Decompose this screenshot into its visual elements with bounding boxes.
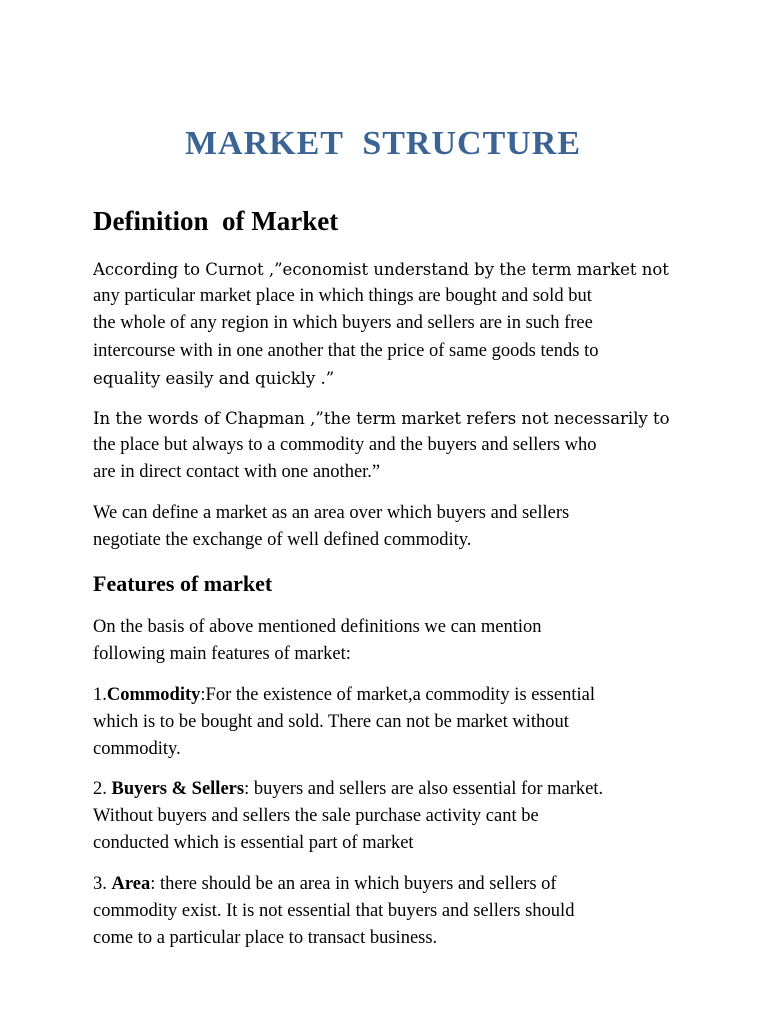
item-number: 3. bbox=[93, 874, 112, 894]
definition-heading: Definition of Market bbox=[93, 206, 339, 236]
paragraph-line: commodity. bbox=[93, 739, 181, 760]
curnot-paragraph bbox=[93, 256, 669, 392]
paragraph-line: equality easily and quickly .” bbox=[93, 368, 335, 388]
paragraph-line: following main features of market: bbox=[93, 644, 351, 665]
item-number: 1. bbox=[93, 685, 107, 705]
paragraph-line: We can define a market as an area over which buyers and sellers bbox=[93, 503, 570, 523]
feature-item-commodity bbox=[93, 682, 595, 764]
paragraph-line: negotiate the exchange of well defined commodity. bbox=[93, 530, 472, 551]
paragraph-line: Without buyers and sellers the sale purchase activity cant be bbox=[93, 806, 539, 827]
paragraph-line: the place but always to a commodity and the buyers and sellers who bbox=[93, 435, 597, 456]
chapman-paragraph bbox=[93, 405, 670, 487]
item-label: Buyers & Sellers bbox=[111, 779, 245, 799]
paragraph-line: the whole of any region in which buyers and sellers are in such free bbox=[93, 313, 593, 334]
paragraph-line: come to a particular place to transact business. bbox=[93, 928, 438, 949]
definition-summary-paragraph bbox=[93, 500, 569, 554]
item-number: 2. bbox=[93, 779, 112, 799]
item-text: : buyers and sellers are also essential for market. bbox=[244, 779, 604, 799]
item-label: Area bbox=[111, 874, 151, 894]
item-text: :For the existence of market,a commodity is essential bbox=[200, 685, 595, 705]
feature-first-line bbox=[93, 871, 574, 898]
item-text: : there should be an area in which buyers and sellers of bbox=[150, 874, 557, 894]
paragraph-line: According to Curnot ,”economist understand by the term market not bbox=[93, 260, 669, 279]
feature-first-line bbox=[93, 776, 603, 803]
features-heading: Features of market bbox=[93, 571, 273, 596]
paragraph-line: On the basis of above mentioned definitions we can mention bbox=[93, 617, 542, 637]
item-label: Commodity bbox=[106, 685, 201, 705]
page-title: MARKET STRUCTURE bbox=[184, 125, 582, 162]
paragraph-line: which is to be bought and sold. There can not be market without bbox=[93, 712, 569, 733]
feature-first-line bbox=[93, 682, 595, 709]
feature-item-buyers-sellers bbox=[93, 776, 603, 858]
paragraph-line: conducted which is essential part of market bbox=[93, 833, 414, 854]
paragraph-line: In the words of Chapman ,”the term market refers not necessarily to bbox=[93, 409, 670, 428]
paragraph-line: intercourse with in one another that the price of same goods tends to bbox=[93, 340, 599, 361]
paragraph-line: are in direct contact with one another.” bbox=[93, 462, 381, 483]
paragraph-line: commodity exist. It is not essential that buyers and sellers should bbox=[93, 901, 575, 922]
feature-item-area bbox=[93, 871, 574, 953]
basis-paragraph bbox=[93, 614, 542, 668]
paragraph-line: any particular market place in which things are bought and sold but bbox=[93, 286, 592, 307]
